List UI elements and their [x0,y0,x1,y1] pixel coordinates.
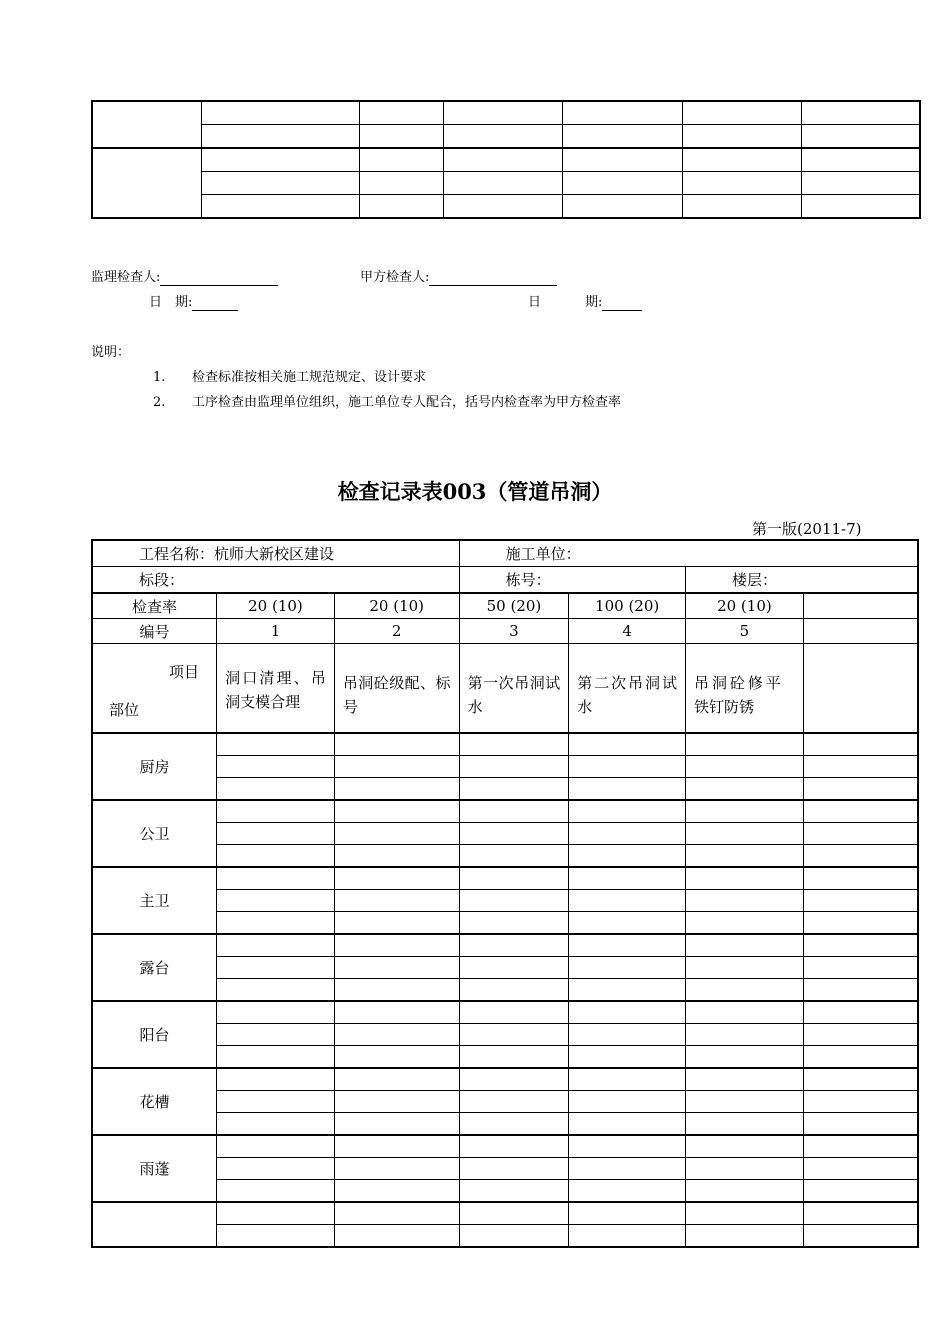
table-cell[interactable] [217,890,335,912]
table-cell[interactable] [217,1202,335,1225]
rate-3: 50 (20) [459,593,569,619]
rate-4: 100 (20) [569,593,686,619]
table-cell[interactable] [569,756,686,778]
client-date [585,295,642,311]
table-cell[interactable] [459,1091,569,1113]
table-cell[interactable] [686,912,804,935]
table-cell[interactable] [459,1068,569,1091]
table-cell[interactable] [217,1024,335,1046]
table-cell[interactable] [686,1024,804,1046]
item-1: 洞口清理、吊洞支模合理 [217,644,335,734]
table-cell[interactable] [569,733,686,756]
table-cell[interactable] [803,1180,918,1203]
table-cell[interactable] [803,867,918,890]
table-cell[interactable] [459,890,569,912]
table-cell[interactable] [217,1135,335,1158]
table-cell[interactable] [686,1046,804,1069]
item-4: 第二次吊洞试水 [569,644,686,734]
rate-5: 20 (10) [686,593,804,619]
project-name: 工程名称：杭师大新校区建设 [92,540,459,567]
table-cell[interactable] [569,890,686,912]
note-1-text: 检查标准按相关施工规范规定、设计要求 [192,370,427,385]
table-cell[interactable] [803,1113,918,1136]
table-cell[interactable] [459,867,569,890]
number-4: 4 [569,619,686,644]
table-cell[interactable] [217,934,335,957]
table-row [92,934,918,957]
note-2-number: 2. [153,395,166,410]
table-cell[interactable] [334,957,459,979]
table-cell[interactable] [686,1113,804,1136]
part-name [92,1202,217,1247]
table-cell[interactable] [217,1158,335,1180]
table-cell[interactable] [803,733,918,756]
item-blank[interactable] [803,644,918,734]
table-cell[interactable] [803,1024,918,1046]
table-cell[interactable] [217,912,335,935]
table-cell[interactable] [459,845,569,868]
table-cell[interactable] [334,845,459,868]
table-row [92,1180,918,1203]
table-cell[interactable] [569,823,686,845]
date-label-1: 日 期: [149,295,193,310]
table-cell[interactable] [686,1225,804,1248]
table-cell[interactable] [803,979,918,1002]
table-cell[interactable] [686,957,804,979]
table-cell[interactable] [334,800,459,823]
table-cell[interactable] [334,1180,459,1203]
table-cell[interactable] [686,890,804,912]
table-cell[interactable] [803,778,918,801]
client-signature [360,270,557,286]
date-char: 日 [528,295,542,310]
table-cell[interactable] [569,912,686,935]
table-cell[interactable] [334,733,459,756]
table-cell[interactable] [334,1024,459,1046]
table-row [92,912,918,935]
number-row [92,619,918,644]
table-cell[interactable] [686,756,804,778]
table-row [92,1001,918,1024]
table-row [92,1046,918,1069]
table-cell[interactable] [459,1180,569,1203]
table-cell[interactable] [686,845,804,868]
table-row [92,1158,918,1180]
section: 标段： [92,567,459,594]
table-row [92,800,918,823]
rate-1: 20 (10) [217,593,335,619]
table-row [92,1024,918,1046]
table-cell[interactable] [334,778,459,801]
table-cell[interactable] [569,1180,686,1203]
table-cell[interactable] [803,1225,918,1248]
client-blank[interactable] [429,272,557,286]
supervisor-label: 监理检查人: [91,270,161,285]
table-row [92,979,918,1002]
table-cell[interactable] [459,1202,569,1225]
table-cell[interactable] [569,1024,686,1046]
table-cell[interactable] [686,800,804,823]
table-cell[interactable] [803,1068,918,1091]
table-cell[interactable] [217,1001,335,1024]
table-row [92,778,918,801]
table-cell[interactable] [686,1091,804,1113]
table-cell[interactable] [217,1068,335,1091]
table-cell[interactable] [569,845,686,868]
note-2-text: 工序检查由监理单位组织，施工单位专人配合，括号内检查率为甲方检查率 [192,395,622,410]
table-cell[interactable] [803,1046,918,1069]
table-cell[interactable] [334,1202,459,1225]
table-cell[interactable] [459,1113,569,1136]
table-cell[interactable] [459,800,569,823]
table-cell[interactable] [217,1180,335,1203]
parts-body [92,733,918,1247]
table-cell[interactable] [686,823,804,845]
top-partial-table [91,100,921,219]
table-cell[interactable] [569,867,686,890]
part-name: 主卫 [92,867,217,934]
table-cell[interactable] [217,733,335,756]
table-cell[interactable] [217,1091,335,1113]
part-name: 雨蓬 [92,1135,217,1202]
item-2: 吊洞砼级配、标号 [334,644,459,734]
table-row [92,1091,918,1113]
table-cell[interactable] [459,912,569,935]
part-name: 花槽 [92,1068,217,1135]
table-cell[interactable] [803,890,918,912]
table-cell[interactable] [803,934,918,957]
table-cell[interactable] [803,1091,918,1113]
table-cell[interactable] [334,1091,459,1113]
table-cell[interactable] [459,934,569,957]
date-label-2: 期: [585,295,603,310]
table-cell[interactable] [459,1001,569,1024]
table-cell[interactable] [803,823,918,845]
table-cell[interactable] [803,1202,918,1225]
date-blank-2[interactable] [602,297,642,311]
table-cell[interactable] [569,979,686,1002]
table-cell[interactable] [334,867,459,890]
rate-blank[interactable] [803,593,918,619]
table-cell[interactable] [334,1046,459,1069]
table-cell[interactable] [217,756,335,778]
table-cell[interactable] [686,1180,804,1203]
table-row [92,823,918,845]
notes-heading: 说明： [91,345,131,360]
table-cell[interactable] [217,800,335,823]
table-cell[interactable] [459,756,569,778]
supervisor-date [149,295,238,311]
table-cell[interactable] [569,934,686,957]
number-label: 编号 [92,619,217,644]
table-cell[interactable] [569,778,686,801]
table-cell[interactable] [459,1024,569,1046]
note-1-number: 1. [153,370,166,385]
table-cell[interactable] [334,756,459,778]
table-cell[interactable] [334,1001,459,1024]
table-cell[interactable] [459,778,569,801]
item-label: 项目 [169,663,200,681]
table-cell[interactable] [569,1001,686,1024]
table-cell[interactable] [686,979,804,1002]
table-cell[interactable] [803,957,918,979]
table-cell[interactable] [217,867,335,890]
section-row [92,567,918,594]
form-title: 检查记录表003（管道吊洞） [337,479,613,504]
table-cell[interactable] [459,1225,569,1248]
table-cell[interactable] [334,1135,459,1158]
table-row [92,1225,918,1248]
supervisor-blank[interactable] [160,272,278,286]
number-blank[interactable] [803,619,918,644]
table-cell[interactable] [459,957,569,979]
table-cell[interactable] [459,733,569,756]
rate-label: 检查率 [92,593,217,619]
table-cell[interactable] [334,979,459,1002]
contractor: 施工单位： [459,540,918,567]
table-cell[interactable] [334,890,459,912]
table-cell[interactable] [334,1113,459,1136]
table-row [92,1113,918,1136]
rate-row [92,593,918,619]
item-5: 吊洞砼修平铁钉防锈 [686,644,804,734]
table-cell[interactable] [459,823,569,845]
table-row [92,756,918,778]
table-cell[interactable] [217,979,335,1002]
table-cell[interactable] [217,1046,335,1069]
part-label: 部位 [109,701,140,719]
table-cell[interactable] [803,1135,918,1158]
supervisor-signature [91,270,278,286]
table-cell[interactable] [569,1068,686,1091]
table-cell[interactable] [569,1046,686,1069]
item-row [92,644,918,734]
part-name: 厨房 [92,733,217,800]
table-cell[interactable] [803,756,918,778]
table-cell[interactable] [803,1001,918,1024]
table-row [92,733,918,756]
table-cell[interactable] [334,1068,459,1091]
table-row [92,957,918,979]
table-cell[interactable] [334,912,459,935]
table-cell[interactable] [686,1158,804,1180]
part-name: 阳台 [92,1001,217,1068]
table-cell[interactable] [686,1068,804,1091]
project-row [92,540,918,567]
table-cell[interactable] [217,845,335,868]
table-row [92,1202,918,1225]
table-cell[interactable] [686,733,804,756]
table-cell[interactable] [334,1225,459,1248]
table-cell[interactable] [459,979,569,1002]
table-cell[interactable] [217,778,335,801]
table-cell[interactable] [569,1202,686,1225]
table-cell[interactable] [569,800,686,823]
table-row [92,1068,918,1091]
part-name: 公卫 [92,800,217,867]
number-1: 1 [217,619,335,644]
table-cell[interactable] [569,1225,686,1248]
table-cell[interactable] [803,800,918,823]
table-cell[interactable] [334,934,459,957]
table-cell[interactable] [803,845,918,868]
table-cell[interactable] [569,1158,686,1180]
inspection-table [91,539,919,1248]
number-2: 2 [334,619,459,644]
table-cell[interactable] [334,823,459,845]
table-row [92,845,918,868]
building: 栋号： [459,567,685,594]
rate-2: 20 (10) [334,593,459,619]
table-cell[interactable] [459,1158,569,1180]
table-cell[interactable] [217,957,335,979]
table-cell[interactable] [459,1046,569,1069]
table-row [92,1135,918,1158]
table-cell[interactable] [686,934,804,957]
date-blank-1[interactable] [192,297,238,311]
number-3: 3 [459,619,569,644]
table-cell[interactable] [803,912,918,935]
table-cell[interactable] [217,1113,335,1136]
table-cell[interactable] [569,1091,686,1113]
form-version: 第一版(2011-7) [752,520,862,538]
table-cell[interactable] [569,1113,686,1136]
item-3: 第一次吊洞试水 [459,644,569,734]
floor: 楼层： [686,567,918,594]
table-cell[interactable] [686,1001,804,1024]
table-cell[interactable] [686,1202,804,1225]
table-row [92,867,918,890]
number-5: 5 [686,619,804,644]
table-cell[interactable] [803,1158,918,1180]
table-cell[interactable] [686,778,804,801]
client-label: 甲方检查人: [360,270,430,285]
table-cell[interactable] [334,1158,459,1180]
part-name: 露台 [92,934,217,1001]
table-cell[interactable] [686,1135,804,1158]
table-cell[interactable] [217,823,335,845]
table-row [92,890,918,912]
table-cell[interactable] [569,1135,686,1158]
table-cell[interactable] [569,957,686,979]
table-cell[interactable] [686,867,804,890]
item-part-corner [92,644,217,734]
table-cell[interactable] [459,1135,569,1158]
table-cell[interactable] [217,1225,335,1248]
